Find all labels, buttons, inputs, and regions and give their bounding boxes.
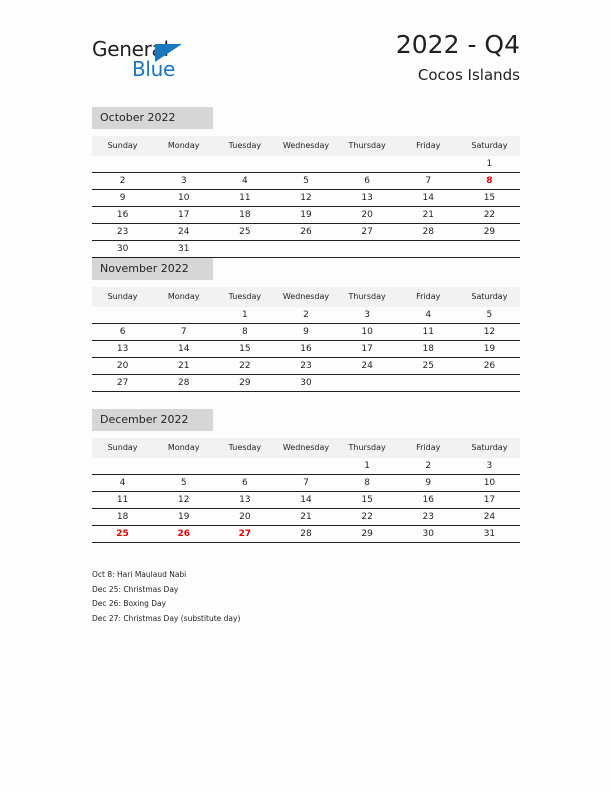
calendar-table-december	[92, 438, 520, 559]
calendar-day-cell[interactable]: 25	[214, 224, 275, 241]
calendar-day-cell[interactable]: 23	[92, 224, 153, 241]
calendar-day-cell[interactable]: 20	[92, 358, 153, 375]
table-row	[92, 307, 520, 324]
calendar-day-cell[interactable]: 13	[214, 492, 275, 509]
calendar-day-cell[interactable]: 19	[275, 207, 336, 224]
calendar-day-cell[interactable]: 29	[214, 375, 275, 392]
calendar-empty-cell	[92, 156, 153, 173]
calendar-day-cell[interactable]: 13	[92, 341, 153, 358]
calendar-day-cell[interactable]: 23	[275, 358, 336, 375]
calendar-day-cell-holiday[interactable]: 26	[153, 526, 214, 543]
calendar-empty-cell	[337, 543, 398, 560]
table-row	[92, 475, 520, 492]
page-header	[0, 30, 612, 90]
holiday-list	[92, 568, 512, 626]
weekday-saturday: Saturday	[459, 287, 520, 307]
calendar-empty-cell	[398, 543, 459, 560]
calendar-day-cell[interactable]: 27	[92, 375, 153, 392]
table-row	[92, 324, 520, 341]
calendar-day-cell-holiday[interactable]: 8	[459, 173, 520, 190]
calendar-day-cell[interactable]: 18	[92, 509, 153, 526]
calendar-empty-cell	[459, 543, 520, 560]
calendar-empty-cell	[337, 375, 398, 392]
calendar-day-cell[interactable]: 15	[459, 190, 520, 207]
calendar-empty-cell	[214, 241, 275, 258]
calendar-body	[92, 458, 520, 559]
calendar-day-cell[interactable]: 10	[153, 190, 214, 207]
calendar-body	[92, 156, 520, 258]
weekday-wednesday: Wednesday	[275, 438, 336, 458]
table-row	[92, 492, 520, 509]
calendar-day-cell[interactable]: 16	[92, 207, 153, 224]
table-row	[92, 458, 520, 475]
page-subtitle: Cocos Islands	[417, 66, 520, 84]
list-item: Oct 8: Hari Maulaud Nabi	[92, 570, 187, 579]
calendar-day-cell[interactable]: 7	[153, 324, 214, 341]
calendar-empty-cell	[275, 156, 336, 173]
calendar-empty-cell	[275, 543, 336, 560]
calendar-day-cell-holiday[interactable]: 27	[214, 526, 275, 543]
calendar-day-cell[interactable]: 5	[275, 173, 336, 190]
calendar-day-cell[interactable]: 1	[459, 156, 520, 173]
calendar-day-cell[interactable]: 15	[337, 492, 398, 509]
weekday-tuesday: Tuesday	[214, 438, 275, 458]
weekday-friday: Friday	[398, 287, 459, 307]
table-row	[92, 358, 520, 375]
weekday-thursday: Thursday	[337, 287, 398, 307]
calendar-day-cell[interactable]: 12	[275, 190, 336, 207]
brand-name-general: General	[92, 37, 169, 61]
calendar-day-cell[interactable]: 30	[398, 526, 459, 543]
calendar-day-cell[interactable]: 26	[459, 358, 520, 375]
calendar-day-cell[interactable]: 12	[459, 324, 520, 341]
calendar-day-cell[interactable]: 7	[398, 173, 459, 190]
weekday-saturday: Saturday	[459, 438, 520, 458]
calendar-day-cell[interactable]: 8	[214, 324, 275, 341]
table-row	[92, 173, 520, 190]
calendar-day-cell[interactable]: 3	[153, 173, 214, 190]
calendar-day-cell[interactable]: 17	[337, 341, 398, 358]
brand-name-blue: Blue	[132, 57, 176, 81]
list-item: Dec 27: Christmas Day (substitute day)	[92, 613, 241, 623]
weekday-friday: Friday	[398, 136, 459, 156]
calendar-day-cell[interactable]: 4	[92, 475, 153, 492]
calendar-day-cell[interactable]: 22	[337, 509, 398, 526]
calendar-day-cell[interactable]: 22	[459, 207, 520, 224]
table-row	[92, 341, 520, 358]
calendar-day-cell[interactable]: 21	[275, 509, 336, 526]
calendar-empty-cell	[92, 543, 153, 560]
weekday-sunday: Sunday	[92, 438, 153, 458]
table-row	[92, 207, 520, 224]
calendar-day-cell[interactable]: 2	[92, 173, 153, 190]
calendar-day-cell-holiday[interactable]: 25	[92, 526, 153, 543]
calendar-day-cell[interactable]: 24	[153, 224, 214, 241]
month-title: December 2022	[92, 409, 213, 431]
weekday-monday: Monday	[153, 438, 214, 458]
calendar-day-cell[interactable]: 27	[337, 224, 398, 241]
calendar-day-cell[interactable]: 8	[337, 475, 398, 492]
table-row	[92, 509, 520, 526]
calendar-day-cell[interactable]: 31	[153, 241, 214, 258]
table-row	[92, 224, 520, 241]
brand-logo	[92, 38, 292, 86]
calendar-day-cell[interactable]: 31	[459, 526, 520, 543]
calendar-day-cell[interactable]: 28	[398, 224, 459, 241]
page-title: 2022 - Q4	[395, 30, 520, 59]
calendar-day-cell[interactable]: 10	[337, 324, 398, 341]
list-item: Dec 25: Christmas Day	[92, 584, 179, 594]
calendar-day-cell[interactable]: 4	[214, 173, 275, 190]
calendar-empty-cell	[459, 375, 520, 392]
calendar-day-cell[interactable]: 20	[337, 207, 398, 224]
weekday-saturday: Saturday	[459, 136, 520, 156]
calendar-day-cell[interactable]: 24	[459, 509, 520, 526]
calendar-table-october	[92, 136, 520, 258]
calendar-day-cell[interactable]: 20	[214, 509, 275, 526]
calendar-day-cell[interactable]: 6	[337, 173, 398, 190]
title-block	[396, 30, 520, 86]
calendar-day-cell[interactable]: 29	[459, 224, 520, 241]
calendar-day-cell[interactable]: 1	[337, 458, 398, 475]
calendar-empty-cell	[275, 458, 336, 475]
calendar-day-cell[interactable]: 18	[214, 207, 275, 224]
table-row	[92, 287, 520, 307]
calendar-day-cell[interactable]: 23	[398, 509, 459, 526]
calendar-day-cell[interactable]: 5	[153, 475, 214, 492]
calendar-empty-cell	[92, 458, 153, 475]
table-row	[92, 438, 520, 458]
calendar-empty-cell	[398, 241, 459, 258]
calendar-day-cell[interactable]: 19	[153, 509, 214, 526]
calendar-day-cell[interactable]: 9	[398, 475, 459, 492]
month-section-november	[92, 257, 520, 392]
calendar-day-cell[interactable]: 18	[398, 341, 459, 358]
calendar-day-cell[interactable]: 3	[337, 307, 398, 324]
list-item: Dec 26: Boxing Day	[92, 599, 167, 608]
table-row	[92, 241, 520, 258]
calendar-empty-cell	[153, 458, 214, 475]
calendar-day-cell[interactable]: 2	[275, 307, 336, 324]
calendar-empty-cell	[214, 458, 275, 475]
calendar-empty-cell	[214, 156, 275, 173]
weekday-header-row	[92, 287, 520, 307]
weekday-header-row	[92, 136, 520, 156]
calendar-day-cell[interactable]: 15	[214, 341, 275, 358]
calendar-day-cell[interactable]: 30	[275, 375, 336, 392]
calendar-day-cell[interactable]: 3	[459, 458, 520, 475]
calendar-day-cell[interactable]: 17	[459, 492, 520, 509]
table-row	[92, 543, 520, 560]
table-row	[92, 190, 520, 207]
calendar-day-cell[interactable]: 10	[459, 475, 520, 492]
calendar-empty-cell	[153, 307, 214, 324]
calendar-day-cell[interactable]: 1	[214, 307, 275, 324]
table-row	[92, 526, 520, 543]
calendar-day-cell[interactable]: 30	[92, 241, 153, 258]
calendar-day-cell[interactable]: 28	[153, 375, 214, 392]
weekday-tuesday: Tuesday	[214, 136, 275, 156]
calendar-empty-cell	[337, 156, 398, 173]
calendar-day-cell[interactable]: 4	[398, 307, 459, 324]
month-title: October 2022	[92, 107, 213, 129]
weekday-header-row	[92, 438, 520, 458]
calendar-day-cell[interactable]: 17	[153, 207, 214, 224]
calendar-day-cell[interactable]: 14	[398, 190, 459, 207]
calendar-day-cell[interactable]: 5	[459, 307, 520, 324]
calendar-day-cell[interactable]: 14	[275, 492, 336, 509]
calendar-day-cell[interactable]: 7	[275, 475, 336, 492]
calendar-day-cell[interactable]: 25	[398, 358, 459, 375]
calendar-day-cell[interactable]: 11	[398, 324, 459, 341]
table-row	[92, 156, 520, 173]
calendar-empty-cell	[153, 156, 214, 173]
calendar-day-cell[interactable]: 6	[92, 324, 153, 341]
calendar-day-cell[interactable]: 16	[398, 492, 459, 509]
calendar-day-cell[interactable]: 24	[337, 358, 398, 375]
calendar-day-cell[interactable]: 11	[214, 190, 275, 207]
calendar-empty-cell	[337, 241, 398, 258]
weekday-friday: Friday	[398, 438, 459, 458]
calendar-day-cell[interactable]: 11	[92, 492, 153, 509]
calendar-day-cell[interactable]: 14	[153, 341, 214, 358]
weekday-tuesday: Tuesday	[214, 287, 275, 307]
calendar-day-cell[interactable]: 19	[459, 341, 520, 358]
table-row	[92, 136, 520, 156]
calendar-table-november	[92, 287, 520, 392]
month-section-december	[92, 408, 520, 559]
weekday-thursday: Thursday	[337, 438, 398, 458]
weekday-wednesday: Wednesday	[275, 136, 336, 156]
calendar-day-cell[interactable]: 28	[275, 526, 336, 543]
calendar-day-cell[interactable]: 2	[398, 458, 459, 475]
calendar-day-cell[interactable]: 6	[214, 475, 275, 492]
calendar-empty-cell	[92, 307, 153, 324]
month-section-october	[92, 106, 520, 258]
calendar-day-cell[interactable]: 26	[275, 224, 336, 241]
weekday-thursday: Thursday	[337, 136, 398, 156]
table-row	[92, 375, 520, 392]
calendar-day-cell[interactable]: 21	[153, 358, 214, 375]
calendar-empty-cell	[459, 241, 520, 258]
calendar-day-cell[interactable]: 21	[398, 207, 459, 224]
calendar-empty-cell	[398, 375, 459, 392]
calendar-day-cell[interactable]: 9	[275, 324, 336, 341]
calendar-day-cell[interactable]: 12	[153, 492, 214, 509]
calendar-body	[92, 307, 520, 392]
calendar-empty-cell	[398, 156, 459, 173]
calendar-empty-cell	[214, 543, 275, 560]
calendar-day-cell[interactable]: 22	[214, 358, 275, 375]
weekday-monday: Monday	[153, 136, 214, 156]
calendar-day-cell[interactable]: 29	[337, 526, 398, 543]
weekday-wednesday: Wednesday	[275, 287, 336, 307]
weekday-sunday: Sunday	[92, 287, 153, 307]
month-title: November 2022	[92, 258, 213, 280]
weekday-monday: Monday	[153, 287, 214, 307]
weekday-sunday: Sunday	[92, 136, 153, 156]
calendar-day-cell[interactable]: 13	[337, 190, 398, 207]
calendar-day-cell[interactable]: 9	[92, 190, 153, 207]
calendar-day-cell[interactable]: 16	[275, 341, 336, 358]
calendar-empty-cell	[275, 241, 336, 258]
calendar-empty-cell	[153, 543, 214, 560]
